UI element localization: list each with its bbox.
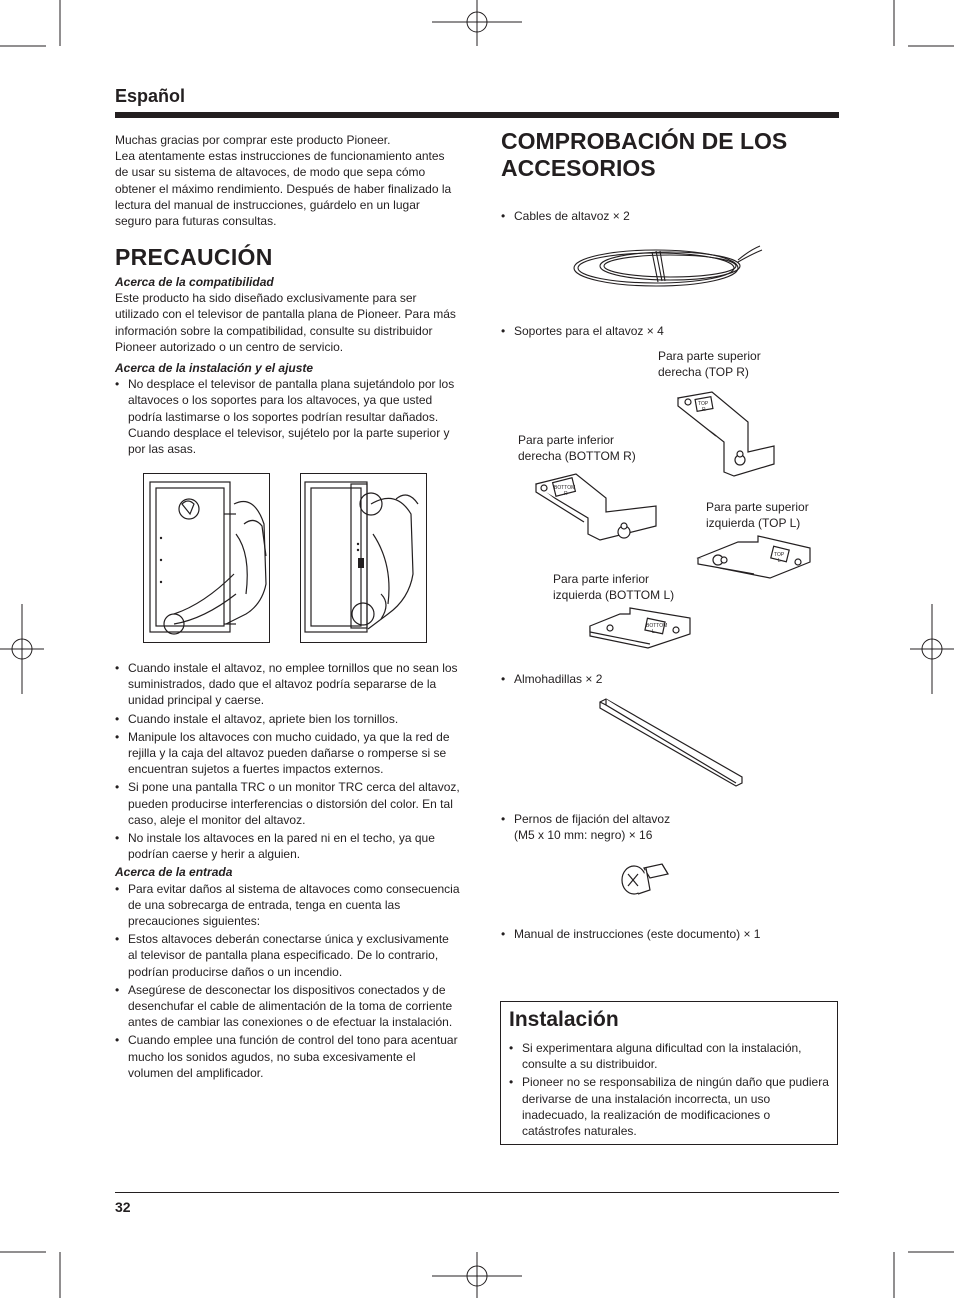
list-item: • Para evitar daños al sistema de altavoces como consecuencia de una sobrecarga de entrada, tenga en cuenta las precauciones siguientes:: [115, 881, 460, 930]
bracket-tag-l: L: [652, 629, 655, 635]
pads-item: • Almohadillas × 2: [501, 671, 602, 687]
caption-line: derecha (BOTTOM R): [518, 449, 636, 463]
install-heading: Acerca de la instalación y el ajuste: [115, 361, 314, 376]
list-item: • Manipule los altavoces con mucho cuidado, ya que la red de rejilla y la caja del altavoz pueden dañarse o romperse si se encuentran sujetos a fuertes impactos externos.: [115, 729, 460, 778]
bracket-tag-top: TOP: [774, 552, 785, 558]
intro-line-1: Muchas gracias por comprar este producto Pioneer.: [115, 133, 391, 147]
accessories-title: COMPROBACIÓN DE LOS ACCESORIOS: [501, 128, 788, 181]
bracket-tag-r: R: [702, 407, 706, 413]
tv-carry-illustration-right: [300, 473, 427, 643]
language-label: Español: [115, 86, 186, 106]
installation-list: [509, 1040, 831, 1141]
bracket-top-l-illustration: [694, 532, 814, 582]
caption-line: Para parte inferior: [518, 433, 615, 447]
bolts-item: [501, 811, 670, 843]
list-item: • Cuando instale el altavoz, apriete bien los tornillos.: [115, 711, 460, 727]
list-item: • Estos altavoces deberán conectarse única y exclusivamente al televisor de pantalla plana especificado. De lo contrario, podrían producirse daños o un incendio.: [115, 931, 460, 980]
intro-text: [115, 132, 455, 229]
footer-rule: [115, 1192, 839, 1193]
manual-item: • Manual de instrucciones (este documento) × 1: [501, 926, 760, 942]
top-l-caption: [706, 499, 809, 531]
top-r-caption: [658, 348, 761, 380]
caution-section-bottom: [115, 660, 460, 1083]
list-item: • Cuando emplee una función de control del tono para acentuar mucho los sonidos agudos, no suba excesivamente el volumen del amplificador.: [115, 1032, 460, 1081]
bracket-top-r-illustration: [670, 384, 780, 480]
list-item: • Si experimentara alguna dificultad con la instalación, consulte a su distribuidor.: [509, 1040, 831, 1072]
caution-title: PRECAUCIÓN: [115, 244, 273, 270]
bottom-l-caption: [553, 571, 674, 603]
caption-line: Para parte superior: [658, 349, 761, 363]
install-bullets-1: [115, 376, 460, 457]
bracket-bottom-l-illustration: [586, 606, 696, 652]
brackets-item: • Soportes para el altavoz × 4: [501, 323, 664, 339]
bracket-bottom-r-illustration: [530, 468, 662, 556]
input-heading: Acerca de la entrada: [115, 865, 233, 880]
bracket-tag-bottom: BOTTOM: [646, 623, 668, 629]
caption-line: izquierda (TOP L): [706, 516, 801, 530]
header-rule: [115, 112, 839, 118]
tv-carry-illustration-left: [143, 473, 270, 643]
pad-illustration: [596, 696, 744, 788]
install-bullets-2: [115, 660, 460, 862]
list-item: • Pioneer no se responsabiliza de ningún daño que pudiera derivarse de una instalación incorrecta, un uso inadecuado, la realización de modificaciones o catástrofes naturales.: [509, 1074, 831, 1139]
list-item: • No instale los altavoces en la pared ni en el techo, ya que podrían caerse y herir a alguien.: [115, 830, 460, 862]
cables-item: • Cables de altavoz × 2: [501, 208, 630, 224]
list-item: • Asegúrese de desconectar los dispositivos conectados y de desenchufar el cable de alimentación de la toma de corriente antes de cambiar las conexiones o de efectuar la instalación.: [115, 982, 460, 1031]
caution-section-top: [115, 274, 460, 459]
caption-line: izquierda (BOTTOM L): [553, 588, 675, 602]
bolts-line-1: • Pernos de fijación del altavoz: [514, 812, 671, 826]
caption-line: Para parte inferior: [553, 572, 650, 586]
caption-line: Para parte superior: [706, 500, 809, 514]
bolts-line-2: (M5 x 10 mm: negro) × 16: [514, 828, 653, 842]
bracket-tag-top: TOP: [698, 401, 709, 407]
bracket-tag-bottom: BOTTOM: [554, 485, 576, 491]
input-bullets: [115, 881, 460, 1081]
bottom-r-caption: [518, 432, 636, 464]
page-number: 32: [115, 1199, 131, 1215]
list-item: • No desplace el televisor de pantalla plana sujetándolo por los altavoces o los soportes para los altavoces, ya que usted podría lastimarse o los soportes podrían resultar dañados. Cuando desplace el televisor, sujételo por la parte superior y por las asas.: [115, 376, 460, 457]
list-item: • Si pone una pantalla TRC o un monitor TRC cerca del altavoz, pueden producirse interferencias o distorsión del color. En tal caso, aleje el monitor del altavoz.: [115, 779, 460, 828]
caption-line: derecha (TOP R): [658, 365, 749, 379]
installation-title: Instalación: [509, 1008, 619, 1031]
speaker-cable-illustration: [570, 238, 770, 294]
list-item: • Cuando instale el altavoz, no emplee tornillos que no sean los suministrados, dado que el altavoz podría separarse de la unidad principal y caerse.: [115, 660, 460, 709]
compat-heading: Acerca de la compatibilidad: [115, 275, 274, 289]
bracket-tag-r: R: [564, 491, 568, 497]
bracket-tag-l: L: [778, 558, 781, 564]
bolt-illustration: [620, 858, 670, 898]
compat-text: Este producto ha sido diseñado exclusivamente para ser utilizado con el televisor de pantalla plana de Pioneer. Para más información sobre la compatibilidad, consulte su distribuidor Pioneer autorizado o un centro de servicio.: [115, 291, 456, 354]
intro-line-2: Lea atentamente estas instrucciones de funcionamiento antes de usar su sistema de altavoces, de modo que sepa cómo obtener el máximo rendimiento. Después de haber finalizado la lectura del manual de instrucciones, guárdelo en un lugar seguro para futuras consultas.: [115, 149, 452, 229]
